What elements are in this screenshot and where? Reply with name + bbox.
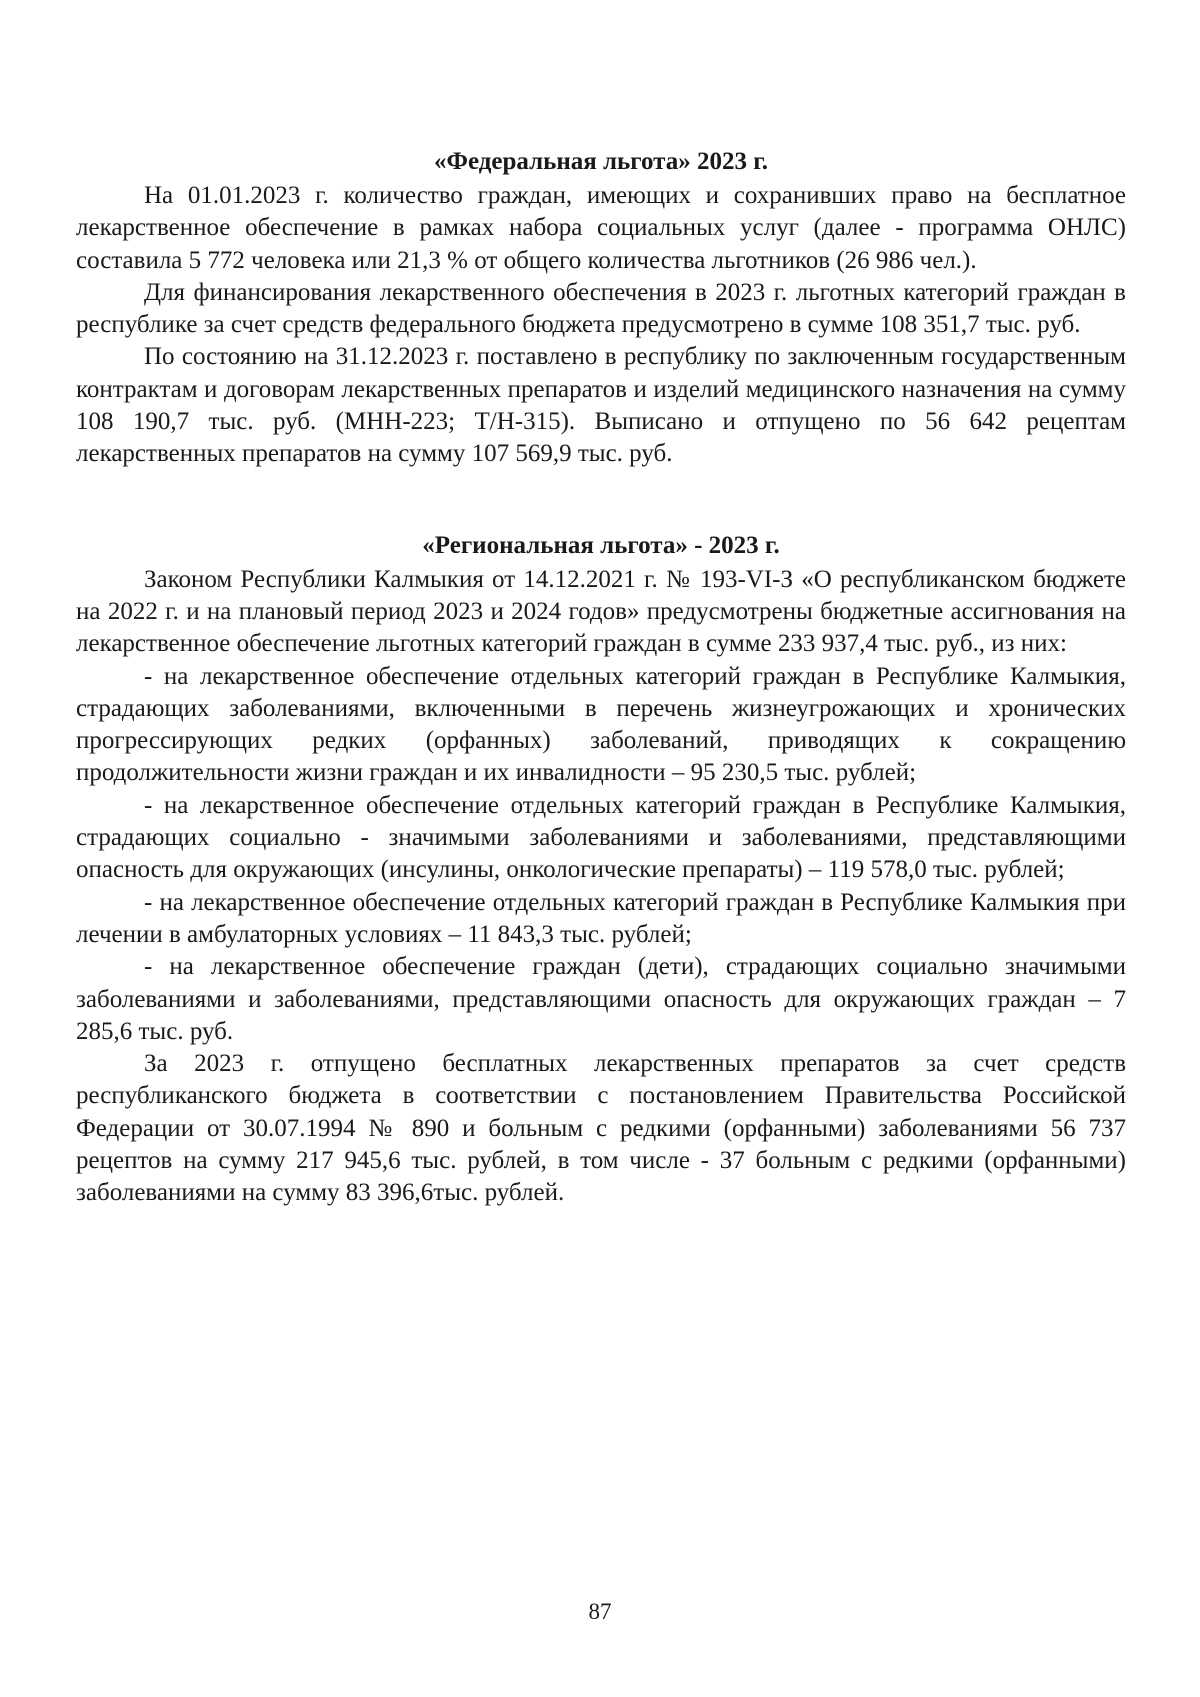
section-title-federal: «Федеральная льгота» 2023 г.: [433, 148, 769, 175]
paragraph: Законом Республики Калмыкия от 14.12.2021 г. № 193-VI-З «О республиканском бюджете на 2022 г. и на плановый период 2023 и 2024 годов» предусмотрены бюджетные ассигнования на лекарственное обеспечение льготных категорий граждан в сумме 233 937,4 тыс. руб., из них:: [76, 565, 1126, 658]
paragraph: На 01.01.2023 г. количество граждан, имеющих и сохранивших право на бесплатное лекарственное обеспечение в рамках набора социальных услуг (далее - программа ОНЛС) составила 5 772 человека или 21,3 % от общего количества льготников (26 986 чел.).: [76, 182, 1126, 274]
list-item: - на лекарственное обеспечение отдельных категорий граждан в Республике Калмыкия при лечении в амбулаторных условиях – 11 843,3 тыс. рублей;: [76, 888, 1126, 948]
page-number: 87: [588, 1599, 612, 1624]
list-item: - на лекарственное обеспечение граждан (дети), страдающих социально значимыми заболеваниями и заболеваниями, представляющими опасность для окружающих граждан – 7 285,6 тыс. руб.: [76, 953, 1126, 1045]
list-item: - на лекарственное обеспечение отдельных категорий граждан в Республике Калмыкия, страдающих заболеваниями, включенными в перечень жизнеугрожающих и хронических прогрессирующих редких (орфанных) заболеваний, приводящих к сокращению продолжительности жизни граждан и их инвалидности – 95 230,5 тыс. рублей;: [76, 662, 1126, 787]
document-body: [76, 146, 1126, 1210]
paragraph: Для финансирования лекарственного обеспечения в 2023 г. льготных категорий граждан в республике за счет средств федерального бюджета предусмотрено в сумме 108 351,7 тыс. руб.: [76, 278, 1126, 339]
paragraph: За 2023 г. отпущено бесплатных лекарственных препаратов за счет средств республиканского бюджета в соответствии с постановлением Правительства Российской Федерации от 30.07.1994 № 890 и больным с редкими (орфанными) заболеваниями 56 737 рецептов на сумму 217 945,6 тыс. рублей, в том числе - 37 больным с редкими (орфанными) заболеваниями на сумму 83 396,6тыс. рублей.: [76, 1050, 1126, 1207]
section-title-regional: «Региональная льгота» - 2023 г.: [422, 531, 780, 559]
list-item: - на лекарственное обеспечение отдельных категорий граждан в Республике Калмыкия, страдающих социально - значимыми заболеваниями и заболеваниями, представляющими опасность для окружающих (инсулины, онкологические препараты) – 119 578,0 тыс. рублей;: [76, 791, 1126, 884]
paragraph: По состоянию на 31.12.2023 г. поставлено в республику по заключенным государственным контрактам и договорам лекарственных препаратов и изделий медицинского назначения на сумму 108 190,7 тыс. руб. (МНН-223; Т/Н-315). Выписано и отпущено по 56 642 рецептам лекарственных препаратов на сумму 107 569,9 тыс. руб.: [76, 343, 1126, 468]
